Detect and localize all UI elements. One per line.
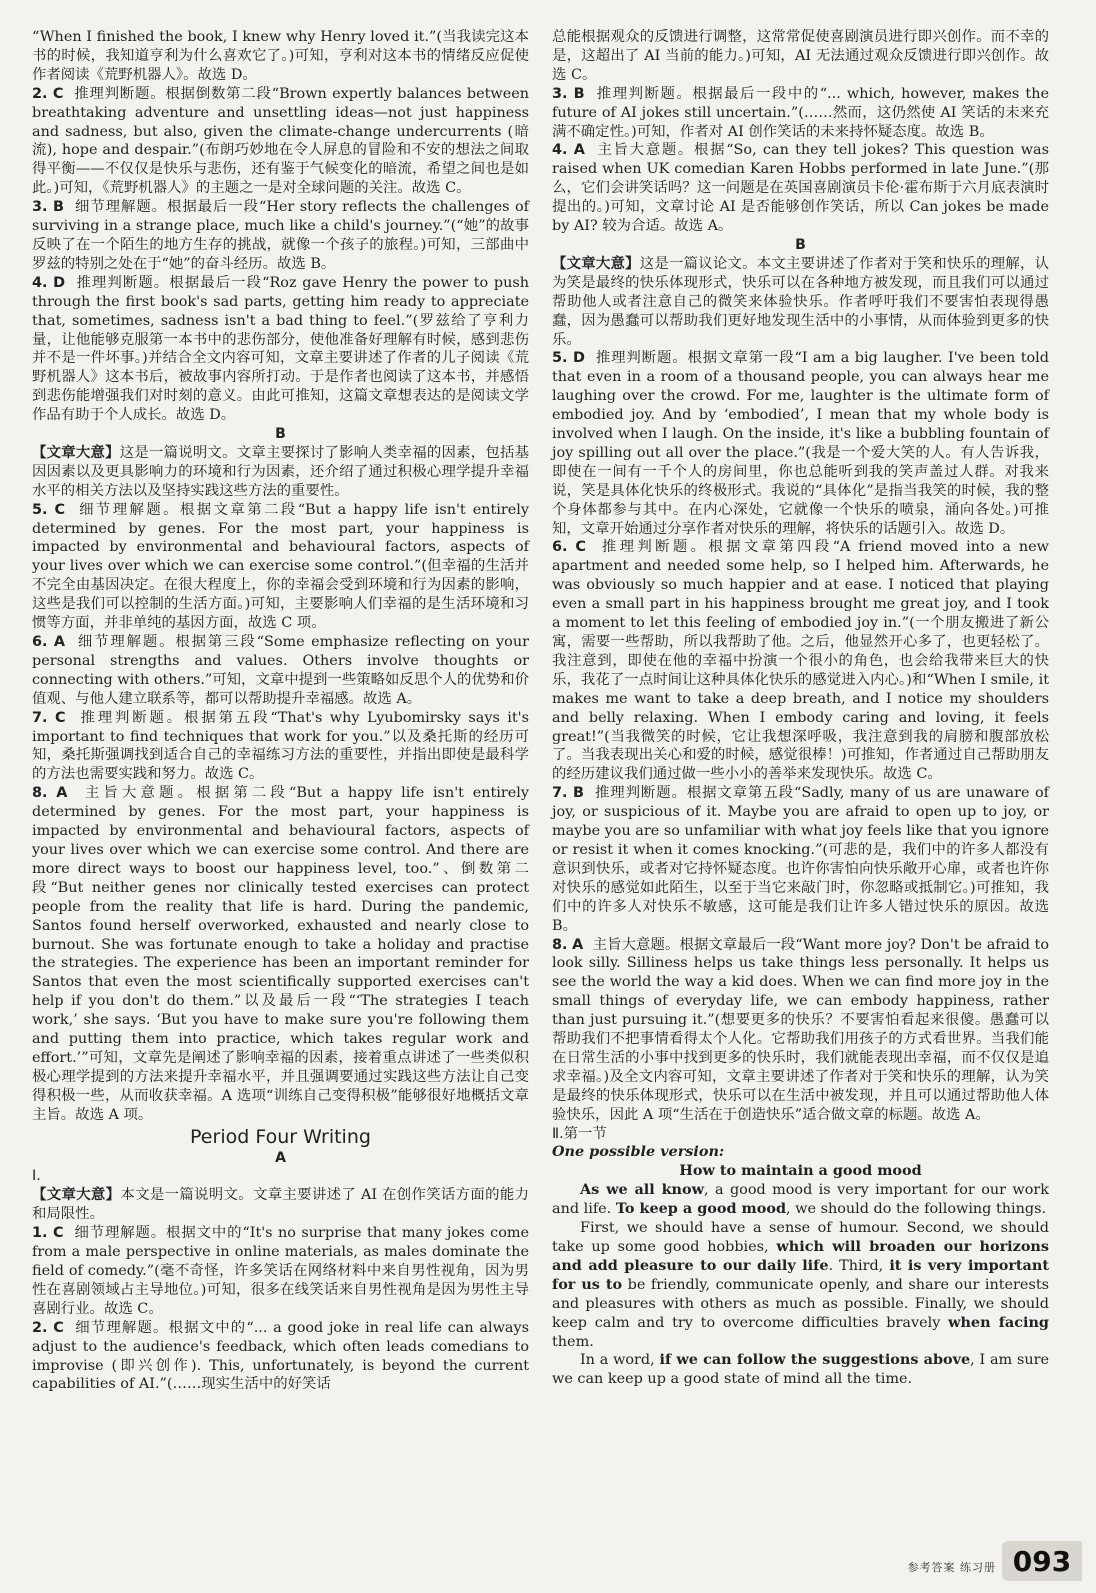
answer-3: 3. B 细节理解题。根据最后一段“Her story reflects the challenges of surviving in a strange place, much like a child's journey.”(“她”的故事反映了在一个陌生的地方生存的挑战，就像一个孩子的旅程。)可知，三部曲中罗兹的特别之处在于“她”的奋斗经历。故选 B。 (32, 199, 529, 272)
essay-paragraph: As we all know, a good mood is very important for our work and life. To keep a good mood, we should do the following things. (552, 1181, 1049, 1218)
answer-7: 7. B 推理判断题。根据文章第五段“Sadly, many of us are unaware of joy, or suspicious of it. Maybe you are afraid to open up to joy, or maybe you are so unfamiliar with what joy feels like that you ignore or resist it when it comes knocking.”(可悲的是，我们中的许多人都没有意识到快乐，或者对它持怀疑态度。也许你害怕向快乐敞开心扉，或者也许你对快乐的感觉如此陌生，以至于当它来敲门时，你忽略或抵制它。)可推知，我们中的许多人对快乐不敏感，这可能是我们让许多人错过快乐的原因。故选 B。 (552, 785, 1049, 934)
answer-5: 5. D 推理判断题。根据文章第一段“I am a big laugher. I've been told that even in a room of a thousand people, you can always hear me laughing over the crowd. For me, laughter is the ultimate form of embodied joy. And by ‘embodied’, I mean that my whole body is involved when I laugh. On the inside, it's like a bubbling fountain of joy spilling out all over the place.”(我是一个爱大笑的人。有人告诉我，即使在一间有一千个人的房间里，你也总能听到我的笑声盖过人群。对我来说，笑是具体化快乐的终极形式。我说的“具体化”是指当我笑的时候，我的整个身体都参与其中。在内心深处，它就像一个快乐的喷泉，涌向各处。)可推知，文章开始通过分享作者对快乐的理解，将快乐的话题引入。故选 D。 (552, 350, 1049, 537)
part-one-label: Ⅰ. (32, 1168, 41, 1185)
writing-sample (552, 1125, 1049, 1390)
paragraph: 总能根据观众的反馈进行调整，这常常促使喜剧演员进行即兴创作。而不幸的是，这超出了 AI 当前的能力。)可知，AI 无法通过观众反馈进行即兴创作。故选 C。 (552, 29, 1049, 83)
section-b-heading: B (275, 426, 286, 443)
answer-4: 4. D 推理判断题。根据最后一段“Roz gave Henry the power to push through the first book's sad parts, getting him ready to appreciate that, sometimes, sadness isn't a bad thing to feel.”(罗兹给了亨利力量，让他能够克服第一本书中的悲伤部分，使他准备好理解有时候，感到悲伤并不是一件坏事。)并结合全文内容可知，文章主要讲述了作者的儿子阅读《荒野机器人》这本书后，被故事内容所打动。于是作者也阅读了这本书，并感悟到悲伤能增强我们对时刻的意义。由此可推知，这篇文章想表达的是阅读文学作品有助于个人成长。故选 D。 (32, 274, 530, 424)
passage-summary: 【文章大意】本文是一篇说明文。文章主要讲述了 AI 在创作笑话方面的能力和局限性。 (32, 1187, 529, 1223)
left-column (32, 28, 529, 1394)
essay-label: One possible version: (552, 1143, 725, 1161)
passage-summary: 【文章大意】这是一篇议论文。本文主要讲述了作者对于笑和快乐的理解，认为笑是最终的快乐体现形式，快乐可以在各种地方被发现，而且我们可以通过帮助他人或者注意自己的微笑来体验快乐。作者呼吁我们不要害怕表现得愚蠢，因为愚蠢可以帮助我们更好地发现生活中的小事情，从而体验到更多的快乐。 (552, 255, 1049, 348)
period-heading: Period Four Writing (190, 1125, 371, 1148)
answer-6: 6. A 细节理解题。根据第三段“Some emphasize reflecting on your personal strengths and values. Others involve thoughts or connecting with others.”可知，文章中提到一些策略如反思个人的优势和价值观、与他人建立联系等，都可以帮助提升幸福感。故选 A。 (32, 634, 529, 707)
answer-2: 2. C 细节理解题。根据文中的“... a good joke in real life can always adjust to the audience's feedback, which often leads comedians to improvise (即兴创作). This, unfortunately, is beyond the current capabilities of AI.”(……现实生活中的好笑话 (32, 1319, 530, 1393)
answer-8: 8. A 主旨大意题。根据第二段“But a happy life isn't entirely determined by genes. For the most part, your happiness is impacted by environmental and behavioural factors, aspects of your lives over which we can exercise some control. And there are more direct ways to boost our happiness level, too.”、倒数第二段“But neither genes nor clinically tested exercises can protect people from the reality that life is hard. During the pandemic, Santos found herself overworked, exhausted and nearly close to burnout. She was fortunate enough to take a holiday and practise the strategies. The experience has been an important reminder for Santos that even the most scientifically supported exercises can't help if you don't do them.”以及最后一段“‘The strategies I teach work,’ she says. ‘But you have to make sure you're following them and putting them into practice, which takes regular work and effort.’”可知，文章先是阐述了影响幸福的因素，接着重点讲述了一些类似积极心理学提到的方法来提升幸福水平，并且强调要通过实践这些方法让自己变得积极一些，从而收获幸福。A 选项“训练自己变得积极”能够很好地概括文章主旨。故选 A 项。 (32, 785, 529, 1123)
paragraph: “When I finished the book, I knew why Henry loved it.”(当我读完这本书的时候，我知道亨利为什么喜欢它了。)可知，亨利对这本书的情绪反应促使作者阅读《荒野机器人》。故选 D。 (32, 29, 529, 83)
page-number: 093 (1002, 1541, 1082, 1581)
essay-title: How to maintain a good mood (679, 1162, 922, 1180)
right-column (552, 28, 1049, 1389)
section-b-heading: B (795, 236, 806, 253)
footer-label: 参考答案 练习册 (907, 1561, 996, 1574)
answer-5: 5. C 细节理解题。根据文章第二段“But a happy life isn't entirely determined by genes. For the most part, your happiness is impacted by environmental and behavioural factors, aspects of your lives over which we can exercise some control.”(但幸福的生活并不完全由基因决定。在很大程度上，你的幸福会受到环境和行为因素的影响，这些是我们可以控制的生活方面。)可知，主要影响人们幸福的是生活环境和习惯等方面，并非单纯的基因方面，故选 C 项。 (32, 501, 530, 632)
answer-4: 4. A 主旨大意题。根据“So, can they tell jokes? This question was raised when UK comedian Karen Hobbs performed in late June.”(那么，它们会讲笑话吗？这一问题是在英国喜剧演员卡伦·霍布斯于六月底表演时提出的。)可知，文章讨论 AI 是否能够创作笑话，所以 Can jokes be made by AI? 较为合适。故选 A。 (552, 142, 1049, 235)
answer-7: 7. C 推理判断题。根据第五段“That's why Lyubomirsky says it's important to find techniques that work for you.”以及桑托斯的经历可知，桑托斯强调找到适合自己的幸福练习方法的重要性，并指出即使是最科学的方法也需要实践和努力。故选 C。 (32, 709, 530, 783)
section-a-heading: A (275, 1149, 286, 1166)
answer-2: 2. C 推理判断题。根据倒数第二段“Brown expertly balances between breathtaking adventure and unsettling ideas—not just happiness and sadness, but also, given the climate-change undercurrents (暗流), hope and despair.”(布朗巧妙地在令人屏息的冒险和不安的想法之间取得平衡——不仅仅是快乐与悲伤，还有鉴于气候变化的暗流，希望之间也是如此。)可知，《荒野机器人》的主题之一是对全球问题的关注。故选 C。 (32, 85, 530, 197)
essay-paragraph: In a word, if we can follow the suggestions above, I am sure we can keep up a good state of mind all the time. (552, 1351, 1049, 1388)
section-two-label: Ⅱ.第一节 (552, 1125, 607, 1142)
essay-paragraph: First, we should have a sense of humour. Second, we should take up some good hobbies, which will broaden our horizons and add pleasure to our daily life. Third, it is very important for us to be friendly, communicate openly, and share our interests and pleasures with others as much as possible. Finally, we should keep calm and try to overcome difficulties bravely when facing them. (552, 1220, 1049, 1350)
answer-1: 1. C 细节理解题。根据文中的“It's no surprise that many jokes come from a male perspective in online materials, as males dominate the field of comedy.”(毫不奇怪，许多笑话在网络材料中来自男性视角，因为男性在喜剧领域占主导地位。)可知，很多在线笑话来自男性视角是因为男性主导喜剧行业。故选 C。 (32, 1225, 530, 1317)
answer-3: 3. B 推理判断题。根据最后一段中的“... which, however, makes the future of AI jokes still uncertain.”(……然而，这仍然使 AI 笑话的未来充满不确定性。)可知，作者对 AI 创作笑话的未来持怀疑态度。故选 B。 (552, 85, 1049, 140)
passage-summary: 【文章大意】这是一篇说明文。文章主要探讨了影响人类幸福的因素，包括基因因素以及更具影响力的环境和行为因素，还介绍了通过积极心理学提升幸福水平的相关方法以及坚持实践这些方法的重要性。 (32, 444, 529, 499)
answer-6: 6. C 推理判断题。根据文章第四段“A friend moved into a new apartment and needed some help, so I helped him. Afterwards, he was obviously so much happier and at ease. I noticed that playing even a small part in his happiness brought me great joy, and I took a moment to let this feeling of embodied joy in.”(一个朋友搬进了新公寓，需要一些帮助，所以我帮助了他。之后，他显然开心多了，也更轻松了。我注意到，即使在他的幸福中扮演一个很小的角色，也会给我带来巨大的快乐，我花了一点时间让这种具体化快乐的感觉进入内心。)和“When I smile, it makes me want to take a deep breath, and I notice my shoulders and belly relaxing. When I embody caring and loving, it feels great!”(当我微笑的时候，它让我想深呼吸，我注意到我的肩膀和腹部放松了。当我表现出关心和爱的时候，感觉很棒！)可推知，作者通过自己帮助朋友的经历建议我们通过做一些小小的善举来发现快乐。故选 C。 (552, 539, 1049, 783)
answer-8: 8. A 主旨大意题。根据文章最后一段“Want more joy? Don't be afraid to look silly. Silliness helps us take things less personally. It helps us see the world the way a kid does. When we can find more joy in the small things of everyday life, we can embody happiness, rather than just pursuing it.”(想要更多的快乐？不要害怕看起来很傻。愚蠢可以帮助我们不把事情看得太个人化。它帮助我们用孩子的方式看世界。当我们能在日常生活的小事中找到更多的快乐时，我们就能表现出幸福，而不仅仅是追求幸福。)及全文内容可知，文章主要讲述了作者对于笑和快乐的理解，认为笑是最终的快乐体现形式，快乐可以在生活中被发现，并且可以通过帮助他人体验快乐，因此 A 项“生活在于创造快乐”适合做文章的标题。故选 A。 (552, 936, 1050, 1123)
page-footer (782, 1537, 1082, 1581)
